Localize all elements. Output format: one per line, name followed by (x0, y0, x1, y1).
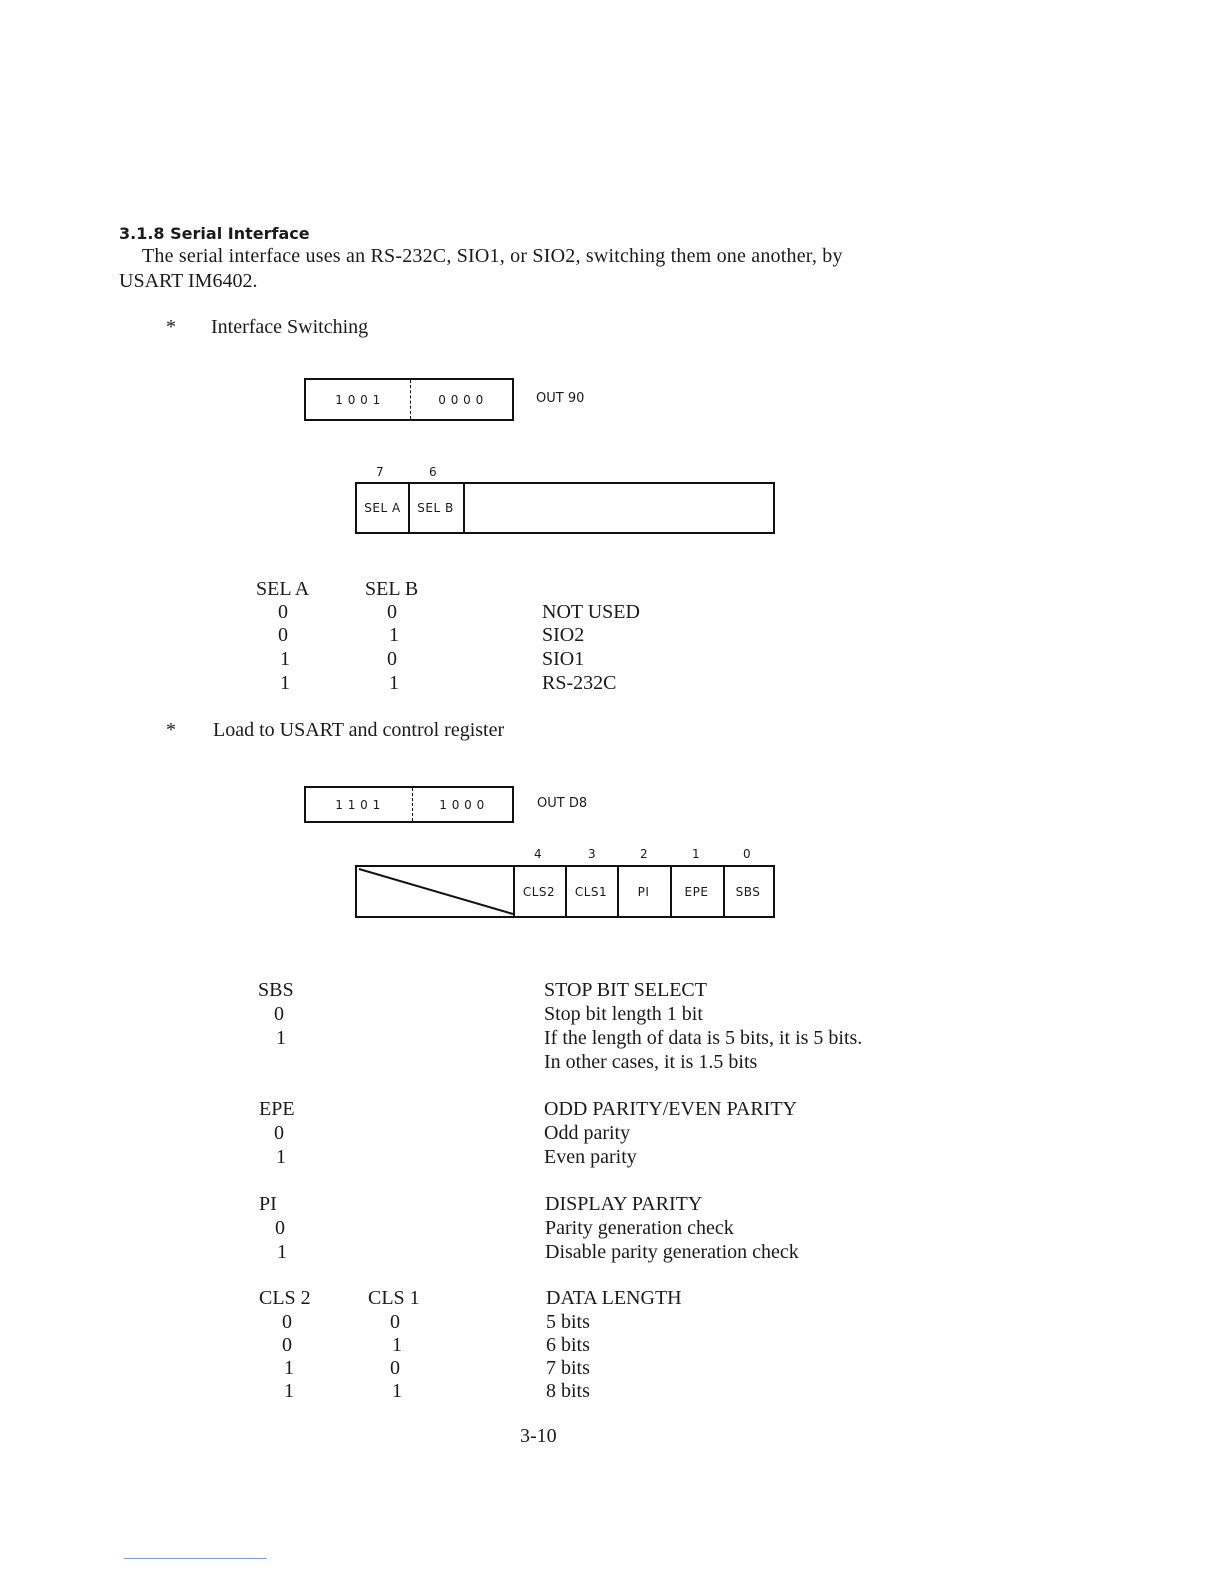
intro-line-1: The serial interface uses an RS-232C, SIO1, or SIO2, switching them one another, by (142, 245, 843, 267)
code-high-nibble: 1 0 0 1 (335, 392, 381, 407)
epe-desc: Even parity (544, 1146, 637, 1168)
epe-value: 1 (276, 1146, 286, 1168)
bit-number-4: 4 (534, 847, 542, 861)
cls-title: DATA LENGTH (546, 1287, 682, 1309)
sel-row-a: 0 (278, 624, 288, 646)
pi-title: DISPLAY PARITY (545, 1193, 703, 1215)
cls-row-desc: 8 bits (546, 1380, 590, 1402)
unused-bits-diagonal (357, 867, 514, 916)
sbs-name: SBS (258, 979, 294, 1001)
sel-a-cell: SEL A (364, 501, 401, 515)
cls-row-desc: 5 bits (546, 1311, 590, 1333)
sel-row-desc: SIO2 (542, 624, 585, 646)
control-label: Load to USART and control register (213, 719, 505, 741)
sbs-value: 0 (274, 1003, 284, 1025)
cls-row-b: 0 (390, 1357, 400, 1379)
pi-value: 1 (277, 1241, 287, 1263)
bit-number-6: 6 (429, 465, 437, 479)
epe-desc: Odd parity (544, 1122, 631, 1144)
cls-row-desc: 7 bits (546, 1357, 590, 1379)
out90-label: OUT 90 (536, 391, 585, 406)
bit-number-0: 0 (743, 847, 751, 861)
sbs-title: STOP BIT SELECT (544, 979, 707, 1001)
pi-value: 0 (275, 1217, 285, 1239)
out90-code-box (304, 378, 514, 421)
sbs-desc: If the length of data is 5 bits, it is 5 bits. (544, 1027, 863, 1049)
pi-desc: Disable parity generation check (545, 1241, 799, 1263)
code-low-nibble: 1 0 0 0 (439, 797, 485, 812)
sel-b-header: SEL B (365, 578, 419, 600)
control-register (355, 865, 775, 918)
bit-number-3: 3 (588, 847, 596, 861)
cls-row-desc: 6 bits (546, 1334, 590, 1356)
cls-row-a: 0 (282, 1311, 292, 1333)
sel-row-a: 1 (280, 648, 290, 670)
sbs-desc: Stop bit length 1 bit (544, 1003, 703, 1025)
bit-number-7: 7 (376, 465, 384, 479)
section-heading (119, 224, 310, 243)
cls-row-b: 1 (392, 1334, 402, 1356)
sel-row-b: 1 (389, 624, 399, 646)
outd8-code-box (304, 786, 514, 823)
epe-value: 0 (274, 1122, 284, 1144)
page-number: 3-10 (520, 1425, 557, 1447)
cls-row-a: 0 (282, 1334, 292, 1356)
sel-b-cell: SEL B (417, 501, 454, 515)
epe-name: EPE (259, 1098, 295, 1120)
sel-row-a: 0 (278, 601, 288, 623)
intro-line-2: USART IM6402. (119, 270, 258, 292)
code-low-nibble: 0 0 0 0 (438, 392, 484, 407)
bullet-switching: * (166, 316, 176, 338)
switch-register (355, 482, 775, 534)
sbs-cell: SBS (735, 884, 761, 899)
sel-row-b: 1 (389, 672, 399, 694)
outd8-label: OUT D8 (537, 796, 588, 811)
pi-cell: PI (637, 884, 650, 899)
cls-row-a: 1 (284, 1380, 294, 1402)
sel-row-b: 0 (387, 601, 397, 623)
cls-row-b: 1 (392, 1380, 402, 1402)
code-high-nibble: 1 1 0 1 (335, 797, 381, 812)
section-title: Serial Interface (170, 224, 310, 243)
section-number: 3.1.8 (119, 224, 165, 243)
cell-divider (463, 484, 465, 532)
sbs-value: 1 (276, 1027, 286, 1049)
bit-number-2: 2 (640, 847, 648, 861)
sel-row-b: 0 (387, 648, 397, 670)
bullet-control: * (166, 719, 176, 741)
cls2-name: CLS 2 (259, 1287, 311, 1309)
sbs-desc-extra: In other cases, it is 1.5 bits (544, 1051, 758, 1073)
switching-label: Interface Switching (211, 316, 369, 338)
sel-row-desc: SIO1 (542, 648, 585, 670)
pi-desc: Parity generation check (545, 1217, 734, 1239)
epe-title: ODD PARITY/EVEN PARITY (544, 1098, 797, 1120)
sel-row-a: 1 (280, 672, 290, 694)
pi-name: PI (259, 1193, 277, 1215)
cls-row-b: 0 (390, 1311, 400, 1333)
cls1-cell: CLS1 (574, 884, 608, 899)
cls-row-a: 1 (284, 1357, 294, 1379)
sel-row-desc: NOT USED (542, 601, 640, 623)
cls2-cell: CLS2 (522, 884, 556, 899)
cls1-name: CLS 1 (368, 1287, 420, 1309)
sel-a-header: SEL A (256, 578, 310, 600)
sel-row-desc: RS-232C (542, 672, 617, 694)
epe-cell: EPE (684, 884, 709, 899)
bit-number-1: 1 (692, 847, 700, 861)
footer-rule (124, 1558, 267, 1559)
